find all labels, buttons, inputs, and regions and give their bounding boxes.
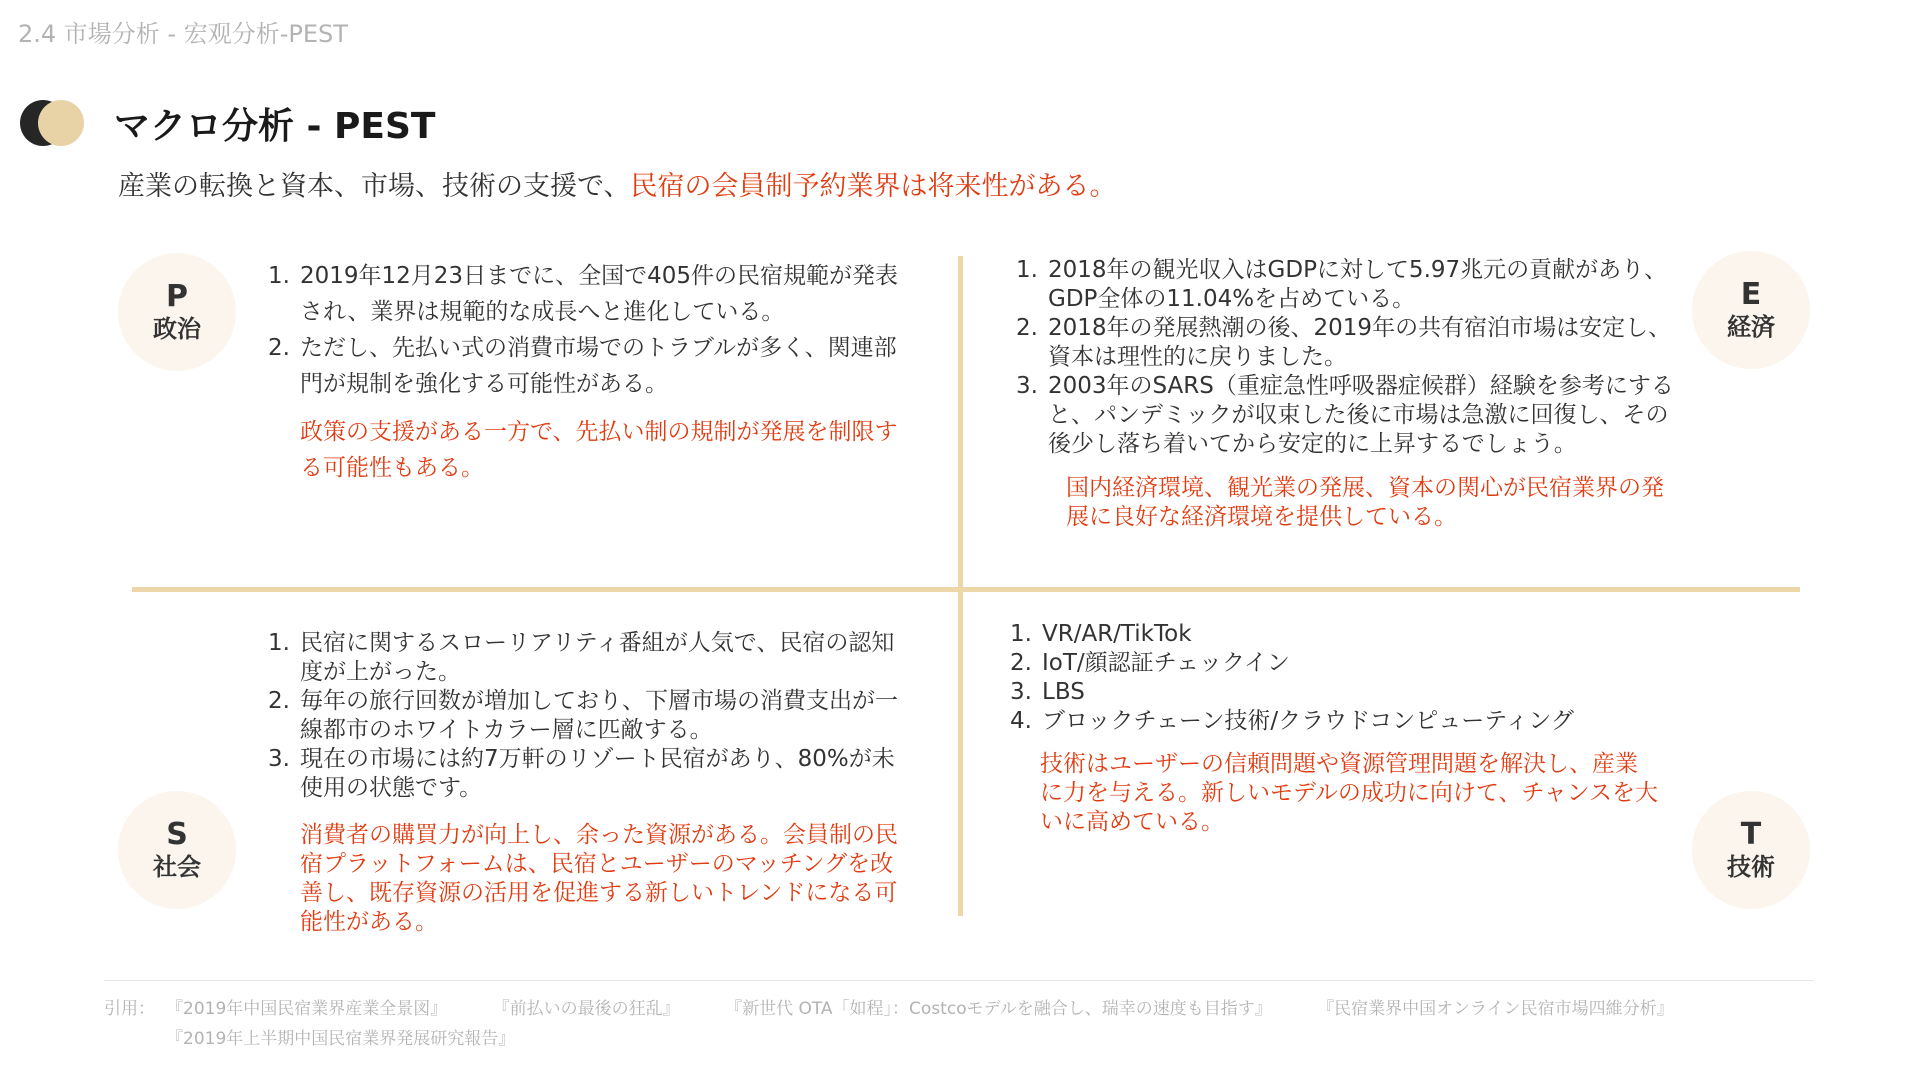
badge-word: 技術 — [1727, 853, 1775, 881]
badge-word: 社会 — [153, 853, 201, 881]
footer-divider — [104, 980, 1814, 981]
list-item: 3. LBS — [1010, 679, 1085, 705]
list-item: 2. IoT/顔認証チェックイン — [1010, 650, 1290, 676]
citation-item: 『2019年中国民宿業界産業全景図』 — [166, 999, 448, 1019]
list-item: 1. 2019年12月23日までに、全国で405件の民宿規範が発表され、業界は規範的な成長へと進化している。 — [268, 263, 898, 325]
logo-icon — [20, 98, 86, 148]
list-item: 3. 現在の市場には約7万軒のリゾート民宿があり、80%が未使用の状態です。 — [268, 746, 895, 801]
economic-list — [1016, 256, 1684, 459]
badge-letter: S — [166, 817, 188, 852]
list-item: 2. 2018年の発展熱潮の後、2019年の共有宿泊市場は安定し、資本は理性的に戻りました。 — [1016, 315, 1672, 370]
badge-political — [118, 253, 236, 371]
page-subtitle — [118, 164, 1116, 203]
horizontal-divider — [132, 587, 1800, 592]
list-item: 2. ただし、先払い式の消費市場でのトラブルが多く、関連部門が規制を強化する可能性がある。 — [268, 335, 897, 397]
badge-social — [118, 791, 236, 909]
subtitle-plain: 産業の転換と資本、市場、技術の支援で、 — [118, 171, 631, 202]
list-item: 1. 民宿に関するスローリアリティ番組が人気で、民宿の認知度が上がった。 — [268, 630, 895, 685]
list-item: 2. 毎年の旅行回数が増加しており、下層市場の消費支出が一線都市のホワイトカラー層に匹敵する。 — [268, 688, 898, 743]
subtitle-highlight: 民宿の会員制予約業界は将来性がある。 — [630, 171, 1117, 202]
badge-letter: T — [1740, 817, 1762, 852]
list-item: 3. 2003年のSARS（重症急性呼吸器症候群）経験を参考にすると、パンデミックが収束した後に市場は急激に回復し、その後少し落ち着いてから安定的に上昇するでしょう。 — [1016, 373, 1674, 457]
list-item: 1. VR/AR/TikTok — [1010, 621, 1192, 647]
citation-item: 『新世代 OTA「如程」：Costcoモデルを融合し、瑞幸の速度も目指す』 — [725, 999, 1272, 1019]
badge-word: 経済 — [1727, 313, 1775, 341]
badge-letter: E — [1740, 277, 1762, 312]
citation-item: 『前払いの最後の狂乱』 — [492, 999, 680, 1019]
technological-list — [1010, 620, 1650, 736]
page-title: マクロ分析 - PEST — [114, 106, 436, 147]
citation-item: 『民宿業界中国オンライン民宿市場四維分析』 — [1317, 999, 1674, 1019]
economic-conclusion: 国内経済環境、観光業の発展、資本の関心が民宿業界の発展に良好な経済環境を提供している。 — [1066, 475, 1664, 530]
social-list — [268, 629, 908, 803]
list-item: 1. 2018年の観光収入はGDPに対して5.97兆元の貢献があり、GDP全体の11.04%を占めている。 — [1016, 257, 1668, 312]
badge-letter: P — [166, 279, 188, 314]
citation-item: 『2019年上半期中国民宿業界発展研究報告』 — [166, 1029, 516, 1049]
badge-word: 政治 — [153, 315, 201, 343]
badge-technological — [1692, 791, 1810, 909]
political-conclusion: 政策の支援がある一方で、先払い制の規制が発展を制限する可能性もある。 — [300, 419, 898, 481]
citation-label: 引用： — [104, 999, 155, 1019]
breadcrumb: 2.4 市場分析 - 宏观分析-PEST — [18, 20, 348, 48]
social-conclusion: 消費者の購買力が向上し、余った資源がある。会員制の民宿プラットフォームは、民宿とユーザーのマッチングを改善し、既存資源の活用を促進する新しいトレンドになる可能性がある。 — [300, 822, 898, 935]
list-item: 4. ブロックチェーン技術/クラウドコンピューティング — [1010, 708, 1574, 734]
political-list — [268, 258, 908, 402]
badge-economic — [1692, 251, 1810, 369]
vertical-divider — [958, 256, 963, 916]
technological-conclusion: 技術はユーザーの信頼問題や資源管理問題を解決し、産業に力を与える。新しいモデルの成功に向けて、チャンスを大いに高めている。 — [1040, 751, 1659, 835]
